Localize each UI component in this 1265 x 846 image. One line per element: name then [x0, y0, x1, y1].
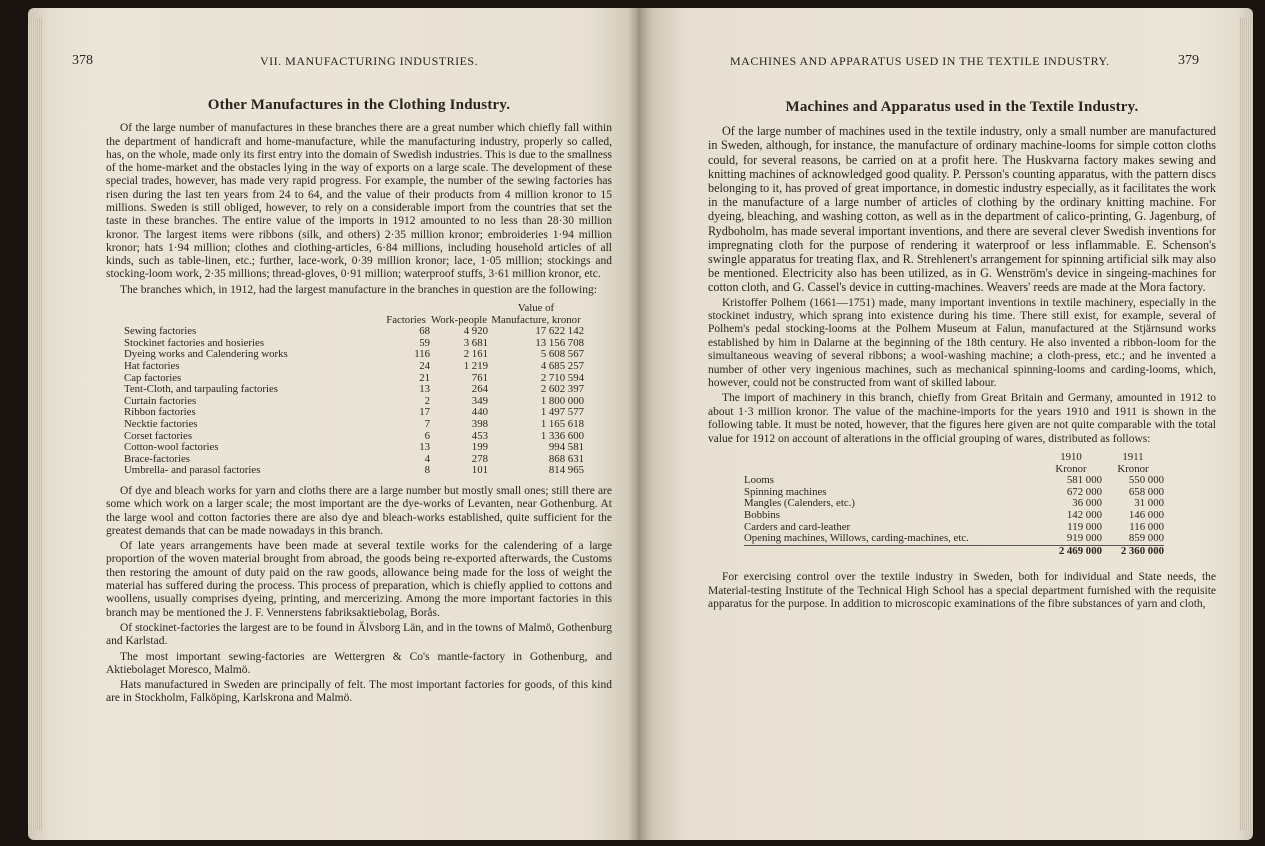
table-cell: Curtain factories — [124, 394, 197, 407]
table-cell: 8 — [424, 464, 430, 477]
manufacture-table — [124, 303, 584, 477]
table-cell: 13 156 708 — [535, 336, 584, 349]
table-cell: 859 000 — [1128, 532, 1164, 545]
table-cell: Looms — [744, 474, 774, 487]
table-cell: Brace-factories — [124, 452, 190, 465]
table-cell: 672 000 — [1066, 485, 1102, 498]
table-row — [124, 361, 584, 373]
table-cell: Dyeing works and Calendering works — [124, 348, 288, 361]
table-cell: 21 — [419, 371, 430, 384]
paragraph: The branches which, in 1912, had the largest manufacture in the branches in question are the following: — [120, 283, 597, 296]
table-cell: 868 631 — [548, 452, 584, 465]
table-cell: Mangles (Calenders, etc.) — [744, 497, 855, 510]
table-cell: 4 685 257 — [540, 360, 584, 373]
paragraph: Of late years arrangements have been made at several textile works for the calendering of a large proportion of the woven material brought from abroad, the goods being re-exported afterwards, the Customs then restoring the amount of duty paid on the raw goods, allowance being made for the loss of weight the material has suffered during the process. This process of preparation, which is chiefly applied to cottons and woollens, usually comprises dyeing, printing, and mercerizing. Among the more important factories in this branch may be mentioned the J. F. Vennerstens fabriksaktiebolag, Borås. — [106, 540, 612, 619]
table-cell: 13 — [419, 383, 430, 396]
table-cell: 36 000 — [1072, 497, 1102, 510]
table-cell: 7 — [424, 418, 430, 430]
table-cell: 119 000 — [1067, 520, 1102, 533]
table-cell: Sewing factories — [124, 325, 197, 338]
page-number-right: 379 — [1178, 53, 1199, 68]
table-cell: 453 — [471, 429, 488, 442]
table-cell: 264 — [471, 383, 488, 396]
table-cell: 68 — [419, 325, 430, 338]
table-cell: 31 000 — [1134, 497, 1164, 510]
table-cell: 142 000 — [1066, 509, 1102, 522]
total-1910: 2 469 000 — [1040, 545, 1102, 557]
table-cell: 4 — [424, 452, 430, 465]
table-cell: 116 000 — [1129, 520, 1164, 533]
table-cell: 1 165 618 — [540, 418, 584, 430]
table-cell: 59 — [419, 336, 430, 349]
table-cell: 3 681 — [463, 336, 488, 349]
table-cell: 349 — [471, 394, 488, 407]
section-title-right: Machines and Apparatus used in the Textile Industry. — [785, 99, 1139, 115]
table-row — [124, 419, 584, 431]
table-row — [124, 442, 584, 454]
table-cell: 2 710 594 — [540, 371, 584, 384]
table-cell: 398 — [471, 418, 488, 430]
table-cell: 919 000 — [1066, 532, 1102, 545]
table-cell: 146 000 — [1128, 509, 1164, 522]
table-cell: 101 — [471, 464, 488, 477]
running-head-right: MACHINES AND APPARATUS USED IN THE TEXTILE INDUSTRY. — [730, 54, 1110, 68]
machine-imports-table — [744, 452, 1164, 557]
total-1911: 2 360 000 — [1102, 545, 1164, 557]
table-cell: 199 — [471, 441, 488, 454]
table-header: Work-people — [430, 313, 488, 326]
table-cell: 1 497 577 — [540, 406, 584, 419]
left-page — [28, 8, 638, 840]
table-cell: Cotton-wool factories — [124, 441, 219, 454]
table-cell: Bobbins — [744, 509, 780, 522]
table-header: Value of Manufacture, kronor — [491, 302, 581, 326]
table-cell: 24 — [419, 360, 430, 373]
table-cell: 994 581 — [548, 441, 584, 454]
table-row — [744, 510, 1164, 522]
year-header: 1911 — [1122, 451, 1144, 464]
table-cell: Spinning machines — [744, 485, 827, 498]
table-cell: Necktie factories — [124, 418, 198, 430]
table-cell: 17 — [419, 406, 430, 419]
left-text-block — [106, 98, 612, 708]
year-header: 1910 — [1060, 451, 1082, 464]
table-cell: 1 336 600 — [540, 429, 584, 442]
table-cell: Carders and card-leather — [744, 520, 851, 533]
unit-header: Kronor — [1055, 462, 1087, 475]
table-cell: 761 — [471, 371, 488, 384]
table-cell: 4 920 — [463, 325, 488, 338]
table-cell: Cap factories — [124, 371, 182, 384]
open-book — [28, 8, 1253, 840]
table-cell: 5 608 567 — [540, 348, 584, 361]
paragraph: Of dye and bleach works for yarn and cloths there are a large number but mostly small ones; still there are some which work on a larger scale; the most important are the dye-works of Levanten, near Gothenburg. At the large wool and cotton factories there are also dye and bleach-works established, quite sufficient for the greatest demands that can be made nowadays in this branch. — [106, 484, 612, 537]
paragraph: Hats manufactured in Sweden are principally of felt. The most important factories for goods, of this kind are in Stockholm, Falköping, Karlskrona and Malmö. — [106, 679, 612, 705]
table-cell: Stockinet factories and hosieries — [124, 336, 265, 349]
right-text-block — [708, 100, 1216, 614]
table-cell: 116 — [414, 348, 430, 361]
table-cell: 1 219 — [463, 360, 488, 373]
table-cell: Ribbon factories — [124, 406, 196, 419]
table-cell: Opening machines, Willows, carding-machines, etc. — [744, 532, 969, 545]
paragraph: For exercising control over the textile industry in Sweden, both for individual and State needs, the Material-testing Institute of the Technical High School has a special department furnished with the requisite apparatus for the purpose. In addition to microscopic examinations of the fibre substances of yarn and cloth, — [708, 571, 1216, 611]
unit-header: Kronor — [1117, 462, 1149, 475]
table-cell: 13 — [419, 441, 430, 454]
table-cell: 2 161 — [463, 348, 488, 361]
table-cell: 581 000 — [1066, 474, 1102, 487]
paragraph: Of the large number of machines used in the textile industry, only a small number are manufactured in Sweden, although, for instance, the manufacture of ordinary machine-looms for simple cotton cloths could, for several reasons, be carried on at a profit here. The Huskvarna factory makes sewing and knitting machines of acknowledged good quality. P. Persson's counting apparatus, with the pattern discs belonging to it, has proved of great importance, in domestic industry especially, as it facilitates the work in the manufacture of a large number of articles of clothing by the ordinary knitting machine. For dyeing, bleaching, and washing cotton, as well as in the department of calico-printing, G. Jagenburg, of Rydboholm, has made several important inventions, and there are several clever Swedish inventions for impregnating cloth for the purpose of rendering it waterproof or less inflammable. E. Schenson's swingle apparatus for treating flax, and R. Strehlenert's arrangement for spinning artificial silk may also be mentioned. Electricity also has been utilized, as in G. Wenström's device in singeing-machines for cotton cloth, and G. Cassel's device in cutting-machines. Weavers' reeds are made at the Mora factory. — [708, 124, 1216, 295]
running-head-left: VII. MANUFACTURING INDUSTRIES. — [260, 54, 479, 68]
paragraph: Kristoffer Polhem (1661—1751) made, many important inventions in textile machinery, especially in the stockinet industry, which sprang into existence during his time. There still exist, for example, several of Polhem's pedal stocking-looms at the Polhem Museum at Falun, manufactured at the Stjärnsund works established by him in Dalarne at the beginning of the 18th century. He also invented a ribbon-loom for the simultaneous weaving of several ribbons; a wool-washing machine; a cloth-press, etc.; and he invented a number of other very ingenious machines, such as mechanical spinning-looms and carding-looms, which, however, could not be constructed from want of skilled labour. — [708, 296, 1216, 390]
table-cell: 550 000 — [1128, 474, 1164, 487]
right-page — [638, 8, 1253, 840]
table-cell: 658 000 — [1128, 485, 1164, 498]
manufacture-table-body — [124, 326, 584, 477]
page-edges-right — [1239, 18, 1253, 830]
table-header: Factories — [386, 313, 426, 326]
table-cell: Tent-Cloth, and tarpauling factories — [124, 383, 278, 396]
table-row — [744, 533, 1164, 545]
table-header — [124, 303, 382, 326]
table-cell: 2 — [424, 394, 430, 407]
table-cell: 814 965 — [548, 464, 584, 477]
section-title-left: Other Manufactures in the Clothing Industry. — [207, 97, 511, 113]
paragraph: Of the large number of manufactures in these branches there are a great number which chiefly fall within the department of handicraft and home-manufacture, while the manufacturing industry, properly so called, has, on the whole, made only its first entry into the domain of Swedish industries. This is due to the smallness of the home-market and the obstacles lying in the way of exports on a large scale. The development of these special trades, however, has made very rapid progress. For example, the number of the sewing factories has risen during the last ten years from 24 to 64, and the value of their products from 4 million kronor to 15 millions. Sweden is still obliged, however, to rely on a considerable import from the countries that set the taste in these branches. The entire value of the imports in 1912 amounted to no less than 28·30 million kronor. The largest items were ribbons (silk, and others) 2·35 million kronor; embroideries 1·94 million kronor; hats 1·94 million; clothes and clothing-articles, 6·84 millions, including household articles of all kinds, such as table-linen, etc.; further, lace-work, 0·39 million kronor; lace, 1·05 million; stockings and stocking-loom work, 2·35 millions; thread-gloves, 0·91 million; waterproof stuffs, 3·61 million kronor, etc. — [106, 122, 612, 281]
paragraph: Of stockinet-factories the largest are to be found in Älvsborg Län, and in the towns of Malmö, Gothenburg and Karlstad. — [106, 621, 612, 648]
table-cell: 440 — [471, 406, 488, 419]
table-cell: 17 622 142 — [535, 325, 584, 338]
table-cell: 2 602 397 — [540, 383, 584, 396]
table-cell: 1 800 000 — [540, 394, 584, 407]
table-row — [124, 465, 584, 477]
page-number-left: 378 — [72, 53, 93, 68]
table-cell: Corset factories — [124, 429, 193, 442]
table-total-row — [744, 545, 1164, 557]
table-cell: Hat factories — [124, 360, 180, 373]
machine-imports-table-body — [744, 475, 1164, 545]
table-cell: 278 — [471, 452, 488, 465]
page-edges-left — [28, 18, 42, 830]
table-cell: Umbrella- and parasol factories — [124, 464, 261, 477]
paragraph: The import of machinery in this branch, chiefly from Great Britain and Germany, amounted in 1912 to about 1·3 million kronor. The value of the machine-imports for the years 1910 and 1911 is shown in the following table. It must be noted, however, that the figures here given are not quite comparable with the total value for 1912 on account of alterations in the official grouping of wares, distributed as follows: — [708, 392, 1216, 445]
table-cell: 6 — [424, 429, 430, 442]
paragraph: The most important sewing-factories are Wettergren & Co's mantle-factory in Gothenburg, and Aktiebolaget Moresco, Malmö. — [106, 650, 612, 676]
table-row — [124, 349, 584, 361]
